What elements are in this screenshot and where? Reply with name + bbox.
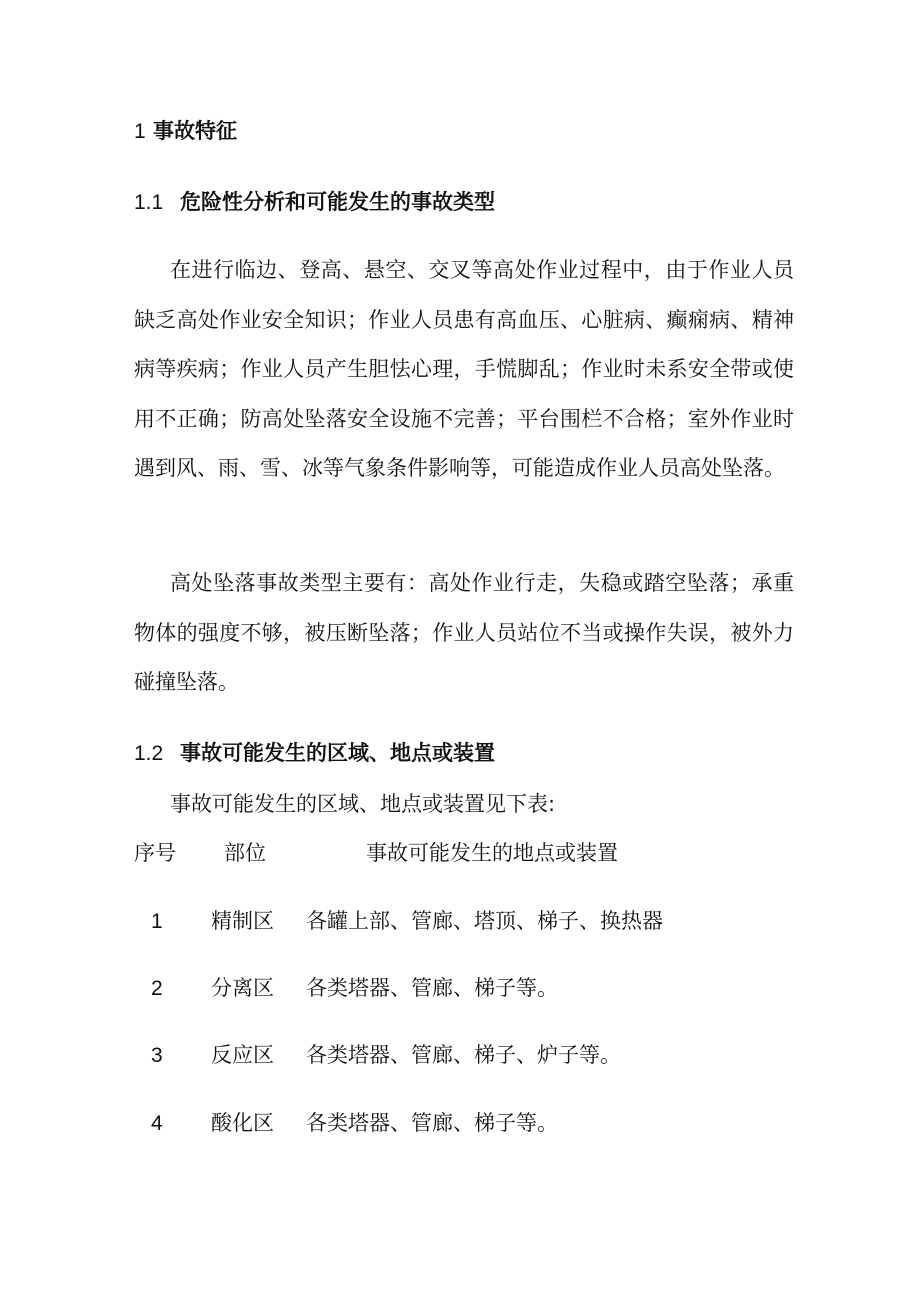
- paragraph-hazard-analysis: 在进行临边、登高、悬空、交叉等高处作业过程中，由于作业人员缺乏高处作业安全知识；作业人员患有高血压、心脏病、癫痫病、精神病等疾病；作业人员产生胆怯心理，手慌脚乱；作业时未系安全带或使用不正确；防高处坠落安全设施不完善；平台围栏不合格；室外作业时遇到风、雨、雪、冰等气象条件影响等，可能造成作业人员高处坠落。: [134, 258, 794, 480]
- row-area: 分离区: [211, 976, 274, 1000]
- section-title: 事故可能发生的区域、地点或装置: [180, 741, 495, 765]
- row-location: 各类塔器、管廊、梯子、炉子等。: [306, 1043, 621, 1067]
- row-area: 精制区: [211, 909, 274, 933]
- row-location: 各类塔器、管廊、梯子等。: [306, 976, 558, 1000]
- section-heading-1-2: [134, 743, 495, 764]
- section-heading-1: [134, 121, 237, 142]
- row-area: 酸化区: [211, 1111, 274, 1135]
- row-number: 1: [151, 910, 163, 933]
- row-number: 3: [151, 1044, 163, 1067]
- section-title: 危险性分析和可能发生的事故类型: [180, 190, 495, 214]
- row-area: 反应区: [211, 1043, 274, 1067]
- row-number: 2: [151, 977, 163, 1000]
- row-location: 各类塔器、管廊、梯子等。: [306, 1111, 558, 1135]
- section-number: 1.1: [134, 191, 164, 214]
- section-number: 1.2: [134, 742, 164, 765]
- table-intro: 事故可能发生的区域、地点或装置见下表:: [170, 792, 556, 816]
- section-title: 事故特征: [153, 119, 237, 143]
- section-heading-1-1: [134, 192, 495, 213]
- section-number: 1: [134, 120, 146, 143]
- row-location: 各罐上部、管廊、塔顶、梯子、换热器: [306, 909, 663, 933]
- header-area: 部位: [224, 841, 266, 865]
- header-location: 事故可能发生的地点或装置: [366, 841, 618, 865]
- paragraph-accident-types: 高处坠落事故类型主要有：高处作业行走，失稳或踏空坠落；承重物体的强度不够，被压断坠落；作业人员站位不当或操作失误，被外力碰撞坠落。: [134, 571, 794, 694]
- row-number: 4: [151, 1112, 163, 1135]
- header-serial: 序号: [134, 841, 176, 865]
